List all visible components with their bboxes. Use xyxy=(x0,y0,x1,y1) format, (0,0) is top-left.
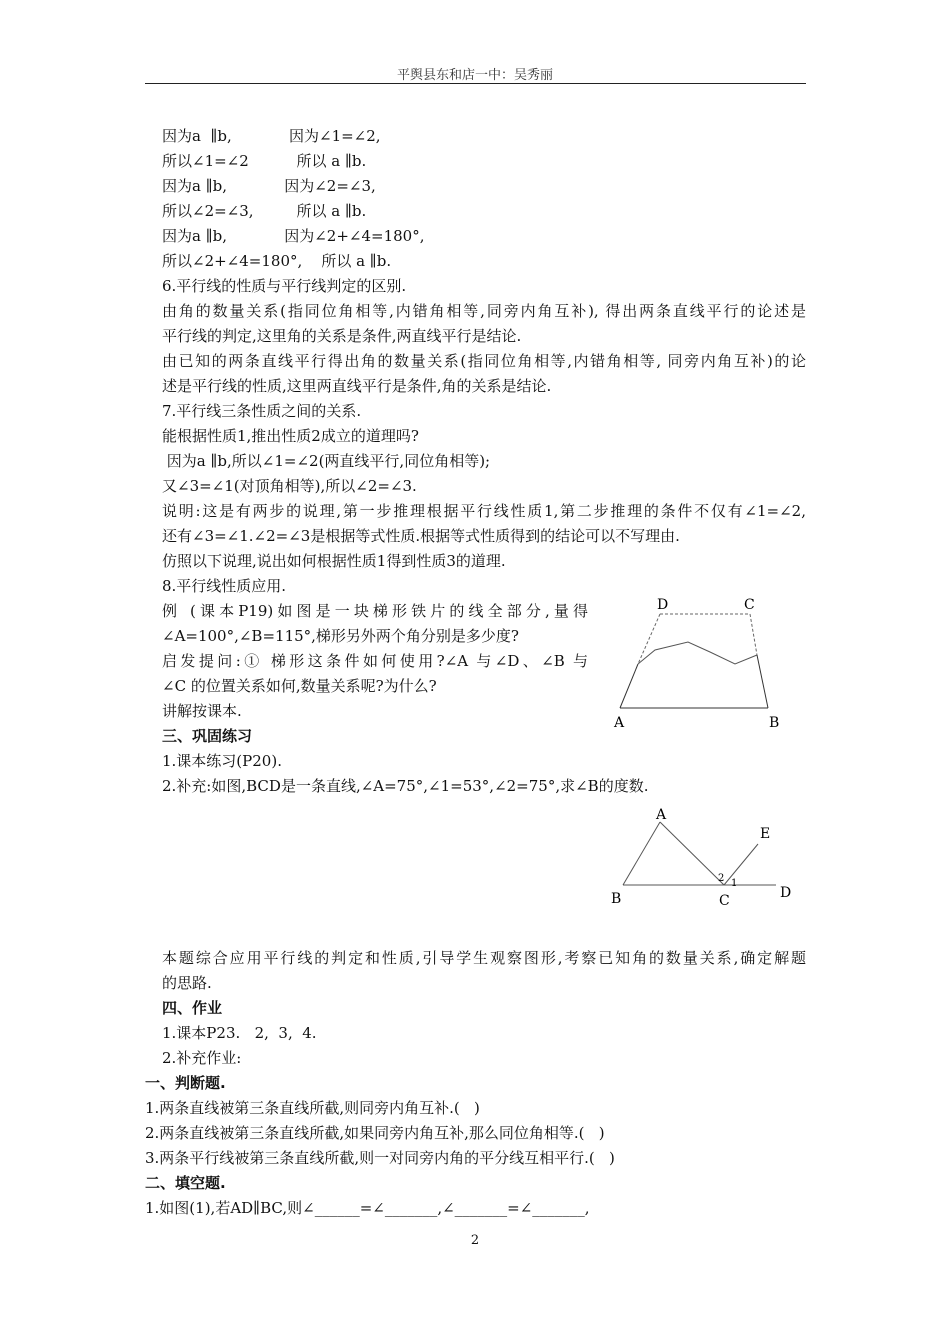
text-line: 启发提问:① 梯形这条件如何使用?∠A 与∠D、∠B 与 xyxy=(162,652,588,670)
trapezoid-figure xyxy=(600,590,800,740)
text-line: 2.补充:如图,BCD是一条直线,∠A=75°,∠1=53°,∠2=75°,求∠B的度数. xyxy=(162,777,649,795)
text-line: 因为a ∥b, 因为∠2=∠3, xyxy=(162,177,376,195)
triangle-figure xyxy=(600,800,800,915)
page-number: 2 xyxy=(470,1233,480,1248)
text-line: 2.补充作业: xyxy=(162,1049,242,1067)
label-e: E xyxy=(760,826,771,842)
text-line: 所以∠2+∠4=180°, 所以 a ∥b. xyxy=(162,252,392,270)
text-line: 本题综合应用平行线的判定和性质,引导学生观察图形,考察已知角的数量关系,确定解题 xyxy=(162,949,806,967)
text-line: 2.两条直线被第三条直线所截,如果同旁内角互补,那么同位角相等.( ) xyxy=(145,1124,605,1142)
section-heading: 一、判断题. xyxy=(145,1074,226,1092)
header-rule xyxy=(145,83,806,84)
label-b: B xyxy=(769,715,780,731)
text-line: 1.课本练习(P20). xyxy=(162,752,282,770)
trapezoid-right-dashed xyxy=(750,614,757,655)
text-line: 8.平行线性质应用. xyxy=(162,577,287,595)
text-line: 所以∠2=∠3, 所以 a ∥b. xyxy=(162,202,367,220)
label-d: D xyxy=(780,885,792,901)
text-line: 6.平行线的性质与平行线判定的区别. xyxy=(162,277,407,295)
text-line: 由角的数量关系(指同位角相等,内错角相等,同旁内角互补), 得出两条直线平行的论述是 xyxy=(162,302,806,320)
segment-ce xyxy=(724,844,758,885)
label-a: A xyxy=(656,807,667,823)
text-line: 例 (课本P19)如图是一块梯形铁片的线全部分,量得 xyxy=(162,602,588,620)
text-line: ∠A=100°,∠B=115°,梯形另外两个角分别是多少度? xyxy=(162,627,519,645)
trapezoid-left-side xyxy=(620,664,638,708)
trapezoid-right-side xyxy=(757,655,768,708)
text-line: 的思路. xyxy=(162,974,212,992)
label-c: C xyxy=(719,893,730,909)
text-line: 因为a ∥b,所以∠1=∠2(两直线平行,同位角相等); xyxy=(162,452,491,470)
page-header: 平舆县东和店一中：吴秀丽 xyxy=(396,68,553,83)
text-line: 讲解按课本. xyxy=(162,702,242,720)
text-line: 述是平行线的性质,这里两直线平行是条件,角的关系是结论. xyxy=(162,377,552,395)
text-line: 仿照以下说理,说出如何根据性质1得到性质3的道理. xyxy=(162,552,506,570)
jagged-edge xyxy=(638,642,757,664)
text-line: 说明:这是有两步的说理,第一步推理根据平行线性质1,第二步推理的条件不仅有∠1=∠2, xyxy=(162,502,806,520)
text-line: 平行线的判定,这里角的关系是条件,两直线平行是结论. xyxy=(162,327,522,345)
label-a: A xyxy=(614,715,625,731)
angle-label-1: 1 xyxy=(731,878,738,889)
segment-ac xyxy=(660,822,724,885)
section-heading: 四、作业 xyxy=(162,999,223,1017)
text-line: 能根据性质1,推出性质2成立的道理吗? xyxy=(162,427,419,445)
text-line: 因为a ∥b, 因为∠1=∠2, xyxy=(162,127,381,145)
text-line: 3.两条平行线被第三条直线所截,则一对同旁内角的平分线互相平行.( ) xyxy=(145,1149,615,1167)
text-line: ∠C 的位置关系如何,数量关系呢?为什么? xyxy=(162,677,437,695)
section-heading: 三、巩固练习 xyxy=(162,727,253,745)
label-d: D xyxy=(657,597,669,613)
text-line: 由已知的两条直线平行得出角的数量关系(指同位角相等,内错角相等, 同旁内角互补)的论 xyxy=(162,352,806,370)
text-line: 所以∠1=∠2 所以 a ∥b. xyxy=(162,152,367,170)
label-c: C xyxy=(744,597,755,613)
section-heading: 二、填空题. xyxy=(145,1174,226,1192)
label-b: B xyxy=(611,891,622,907)
text-line: 还有∠3=∠1.∠2=∠3是根据等式性质.根据等式性质得到的结论可以不写理由. xyxy=(162,527,680,545)
text-line: 又∠3=∠1(对顶角相等),所以∠2=∠3. xyxy=(162,477,417,495)
trapezoid-left-dashed xyxy=(638,614,660,664)
text-line: 7.平行线三条性质之间的关系. xyxy=(162,402,362,420)
text-line: 因为a ∥b, 因为∠2+∠4=180°, xyxy=(162,227,425,245)
angle-label-2: 2 xyxy=(718,873,725,884)
text-line: 1.课本P23. 2, 3, 4. xyxy=(162,1024,317,1042)
segment-ab xyxy=(623,822,660,885)
text-line: 1.两条直线被第三条直线所截,则同旁内角互补.( ) xyxy=(145,1099,480,1117)
text-line: 1.如图(1),若AD∥BC,则∠______=∠_______,∠_______=∠_______, xyxy=(145,1199,590,1217)
